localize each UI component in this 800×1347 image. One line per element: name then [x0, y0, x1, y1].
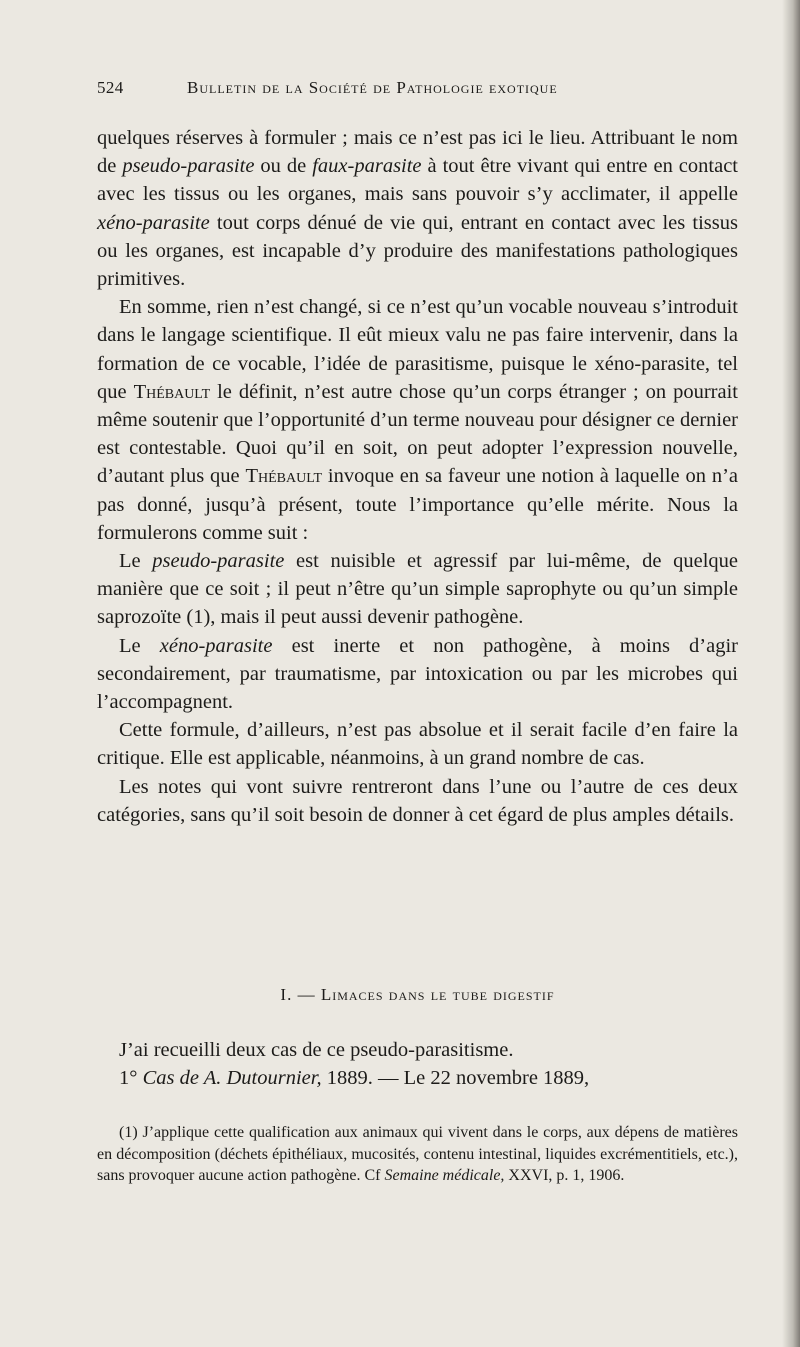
text-run: quelques réserves à formuler ; mais ce n’est pas ici le lieu. Attribuant le nom de [97, 127, 738, 178]
italic-term: xéno-parasite [97, 211, 210, 234]
author-name: Thébault [133, 380, 211, 403]
paragraph-6: Les notes qui vont suivre rentreront dans l’une ou l’autre de ces deux catégories, sans qu’il soit besoin de donner à cet égard de plus amples détails. [97, 775, 738, 826]
italic-term: Semaine médicale, [384, 1167, 505, 1184]
text-run: Le [119, 550, 153, 573]
italic-term: faux-parasite [312, 155, 422, 178]
footnote-text [97, 1122, 738, 1187]
text-run: 1° [119, 1067, 143, 1090]
paragraph-8 [97, 1064, 738, 1092]
text-run: 1889. — Le 22 novembre 1889, [321, 1067, 590, 1090]
paragraph-3 [97, 547, 738, 632]
italic-term: pseudo-parasite [122, 155, 255, 178]
paragraph-5: Cette formule, d’ailleurs, n’est pas absolue et il serait facile d’en faire la critique. Elle est applicable, néanmoins, à un grand nombre de cas. [97, 719, 738, 770]
text-run: Le [119, 634, 160, 657]
text-run: XXVI, p. 1, 1906. [504, 1167, 625, 1184]
text-run: (1) J’applique cette qualification aux animaux qui vivent dans le corps, aux dépens de matières en décomposition (déchets épithéliaux, mucosités, contenu intestinal, liquides excrémentitiels, etc.), sans provoquer aucune action pathogène. Cf [97, 1124, 738, 1184]
footnote [97, 1122, 738, 1187]
running-header [97, 78, 657, 108]
italic-term: Cas de A. Dutournier, [142, 1067, 322, 1090]
page-spine-shadow [782, 0, 800, 1347]
text-run: invoque en sa faveur une notion à laquelle on n’a pas donné, jusqu’à présent, toute l’importance qu’elle mérite. Nous la formulerons comme suit : [97, 465, 738, 544]
main-text [97, 124, 738, 829]
paragraph-2 [97, 293, 738, 547]
text-run: ou de [254, 155, 313, 178]
text-run: En somme, rien n’est changé, si ce n’est qu’un vocable nouveau s’introduit dans le langage scientifique. Il eût mieux valu ne pas faire intervenir, dans la formation de ce vocable, l’idée de parasitisme, puisque le xéno-parasite, tel que [97, 296, 738, 403]
italic-term: xéno-parasite [159, 634, 273, 657]
section-heading: I. — Limaces dans le tube digestif [280, 985, 555, 1004]
paragraph-1 [97, 124, 738, 293]
paragraph-4 [97, 632, 738, 717]
text-run: est inerte et non pathogène, à moins d’agir secondairement, par traumatisme, par intoxication ou par les microbes qui l’accompagnent. [97, 634, 738, 714]
italic-term: pseudo-parasite [152, 550, 285, 573]
section-text [97, 1036, 738, 1092]
text-run: à tout être vivant qui entre en contact avec les tissus ou les organes, mais sans pouvoir s’y acclimater, il appelle [97, 155, 738, 206]
text-run: est nuisible et agressif par lui-même, de quelque manière que ce soit ; il peut n’être qu’un simple saprophyte ou qu’un simple saprozoïte (1), mais il peut aussi devenir pathogène. [97, 550, 738, 629]
text-run: le définit, n’est autre chose qu’un corps étranger ; on pourrait même soutenir que l’opportunité d’un terme nouveau pour désigner ce dernier est contestable. Quoi qu’il en soit, on peut adopter l’expression nouvelle, d’autant plus que [97, 380, 738, 488]
page-number: 524 [97, 78, 124, 97]
author-name: Thébault [245, 465, 323, 488]
running-title: Bulletin de la Société de Pathologie exotique [187, 78, 558, 97]
text-run: tout corps dénué de vie qui, entrant en contact avec les tissus ou les organes, est incapable d’y produire des manifestations pathologiques primitives. [97, 211, 738, 291]
paragraph-7: J’ai recueilli deux cas de ce pseudo-parasitisme. [119, 1039, 514, 1061]
